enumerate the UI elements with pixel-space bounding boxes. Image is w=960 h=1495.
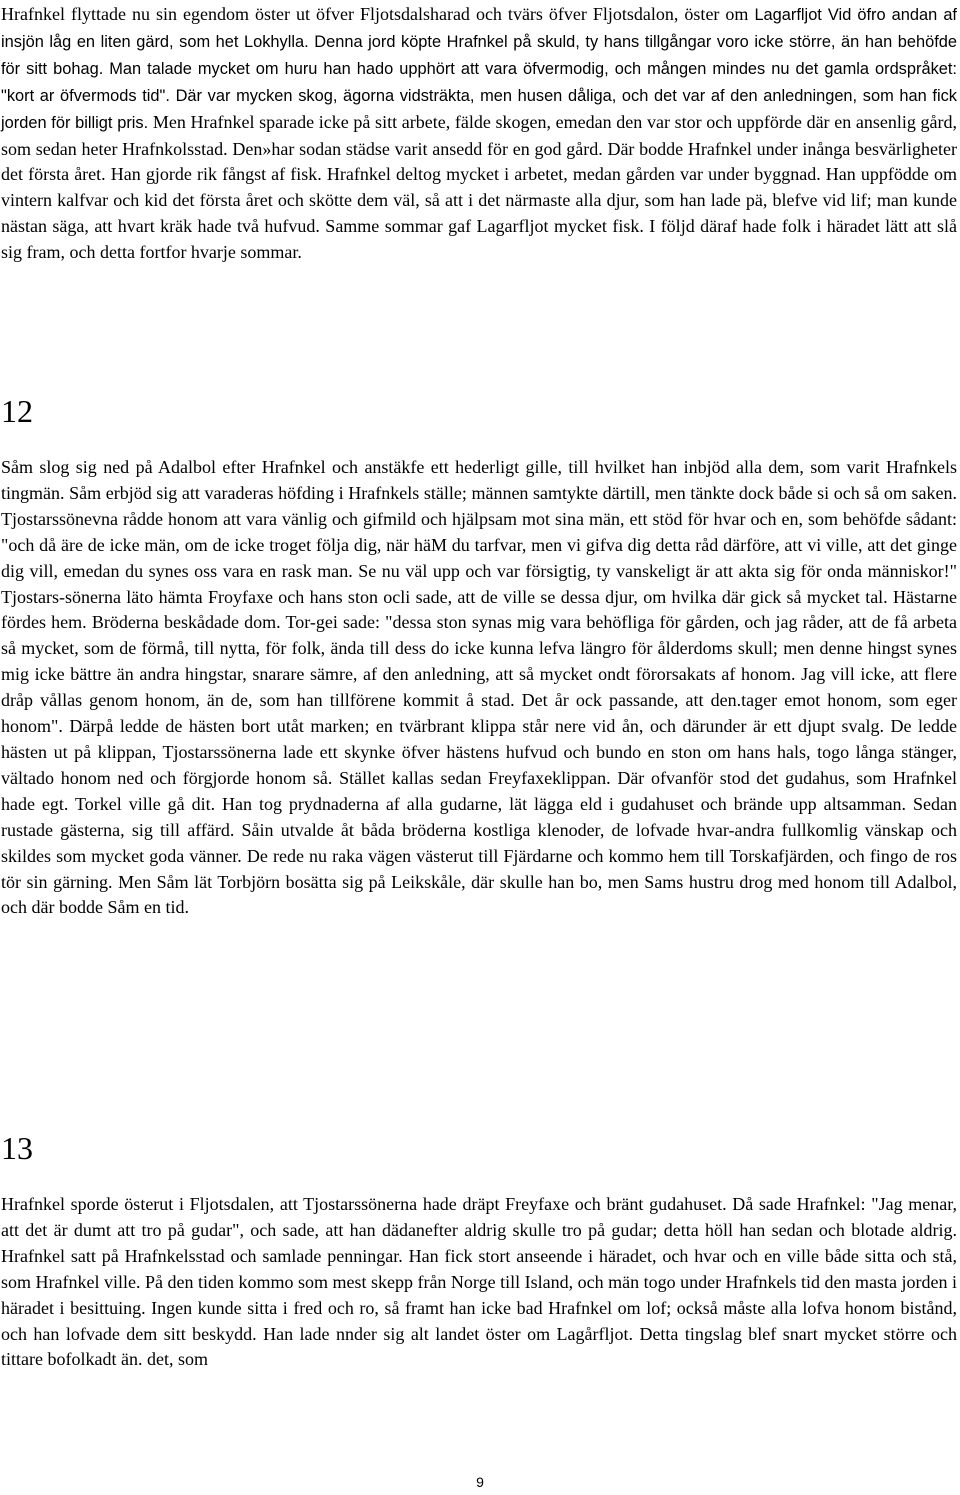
paragraph-chapter-12: Såm slog sig ned på Adalbol efter Hrafnkel och anstäkfe ett hederligt gille, till hvilket han inbjöd alla dem, som varit Hrafnkels tingmän. Såm erbjöd sig att varaderas höfding i Hrafnkels ställe; männen samtykte därtill, men tänkte dock både si och så om saken. Tjostarssönevna rådde honom att vara vänlig och gifmild och hjälpsam mot sina män, ett stöd för hvar och en, som behöfde sådant: "och då äre de icke män, om de icke troget följa dig, när häM du tarfvar, men vi gifva dig detta råd därföre, att vi ville, att det ginge dig vill, emedan du synes oss vara en rask man. Se nu väl upp och var försigtig, ty vanskeligt är att akta sig för onda människor!" Tjostars-sönerna läto hämta Froyfaxe och hans ston ocli sade, att de ville se dessa djur, om hvilka där gick så mycket tal. Hästarne fördes hem. Bröderna beskådade dom. Tor-gei sade: "dessa ston synas mig vara behöfliga för gården, och jag råder, att de få arbeta så mycket, som de förmå, till nytta, för folk, ända till dess do icke kunna lefva längro för ålderdoms skull; men denne hingst synes mig icke bättre än andra hingstar, snarare sämre, af den anledning, att så mycket ondt förorsakats af honom. Jag vill icke, att flere dråp vållas genom honom, än de, som han tillförene kommit å stad. Det år ock passande, att den.tager emot honom, som eger honom". Därpå ledde de hästen bort utåt marken; en tvärbrant klippa står nere vid ån, och därunder är ett djupt svalg. De ledde hästen ut på klippan, Tjostarssönerna lade ett skynke öfver hästens hufvud och bundo en ston om hans hals, togo långa stänger, vältado honom ned och förgjorde honom så. Stället kallas sedan Freyfaxeklippan. Där ofvanför stod det gudahus, som Hrafnkel hade egt. Torkel ville gå dit. Han tog prydnaderna af alla gudarne, lät lägga eld i gudahuset och brände upp altsamman. Sedan rustade gästerna, sig till affärd. Såin utvalde åt båda bröderna kostliga klenoder, de lofvade hvar-andra fullkomlig vänskap och skildes som mycket goda vänner. De rede nu raka vägen västerut till Fjärdarne och kommo hem till Torskafjärden, och fingo de ros tör sin gärning. Men Såm lät Torbjörn bosätta sig på Leikskåle, där skulle han bo, men Sams hustru drog med honom till Adalbol, och där bodde Såm en tid. xyxy=(1,457,957,918)
text-run: Men Hrafnkel sparade icke på sitt arbete, fälde skogen, emedan den var stor och uppförde där en ansenlig gård, som sedan heter Hrafnkolsstad. Den»har sodan städse varit ansedd för en god gård. Där bodde Hrafnkel under inånga besvärligheter det första året. Han gjorde rik fångst af fisk. Hrafnkel deltog mycket i arbetet, medan gården var under byggnad. Han uppfödde om vintern kalfvar och kid det första året och skötte dem väl, så att i det närmaste alla djur, som han lade pä, blefve vid lif; man kunde nästan säga, att hvart kräk hade två hufvud. Samme sommar gaf Lagarfljot mycket fisk. I följd däraf hade folk i häradet lätt att slå sig fram, och detta fortfor hvarje sommar. xyxy=(1,111,958,263)
text-run: Hrafnkel flyttade nu sin egendom öster ut öfver Fljotsdalsharad och tvärs öfver Fljotsdalon, öster om xyxy=(1,4,755,24)
paragraph-opening xyxy=(1,2,957,266)
page-number: 9 xyxy=(476,1474,484,1490)
chapter-heading-13: 13 xyxy=(1,1130,33,1166)
chapter-heading-12: 12 xyxy=(1,393,33,429)
text-run-sans: Lagarfljot Vid öfro andan af insjön låg en liten gärd, som het Lokhylla. Denna jord köpte Hrafnkel på skuld, ty hans tillgångar voro icke större, än han behöfde för sitt bohag. Man talade mycket om huru han hado upphört att vara öfvermodig, och mången mindes nu det gamla ordspråket: "kort ar öfvermods tid". Där var mycken skog, ägorna vidsträkta, men husen dåliga, och det var af den anledningen, som han fick jorden för billigt pris. xyxy=(1,6,957,132)
paragraph-chapter-13: Hrafnkel sporde österut i Fljotsdalen, att Tjostarssönerna hade dräpt Freyfaxe och bränt gudahuset. Då sade Hrafnkel: "Jag menar, att det är dumt att tro på gudar", och sade, att han dädanefter aldrig skulle tro på gudar; detta höll han sedan och blotade aldrig. Hrafnkel satt på Hrafnkelsstad och samlade penningar. Han fick stort anseende i häradet, och hvar och en ville både sitta och stå, som Hrafnkel ville. På den tiden kommo som mest skepp från Norge till Island, och män togo under Hrafnkels tid den masta jorden i häradet i besittuing. Ingen kunde sitta i fred och ro, så framt han icke bad Hrafnkel om lof; också måste alla lofva honom bistånd, och han lofvade dem sitt beskydd. Han lade nnder sig alt landet öster om Lagårfljot. Detta tingslag blef snart mycket större och tittare bofolkadt än. det, som xyxy=(1,1194,957,1370)
